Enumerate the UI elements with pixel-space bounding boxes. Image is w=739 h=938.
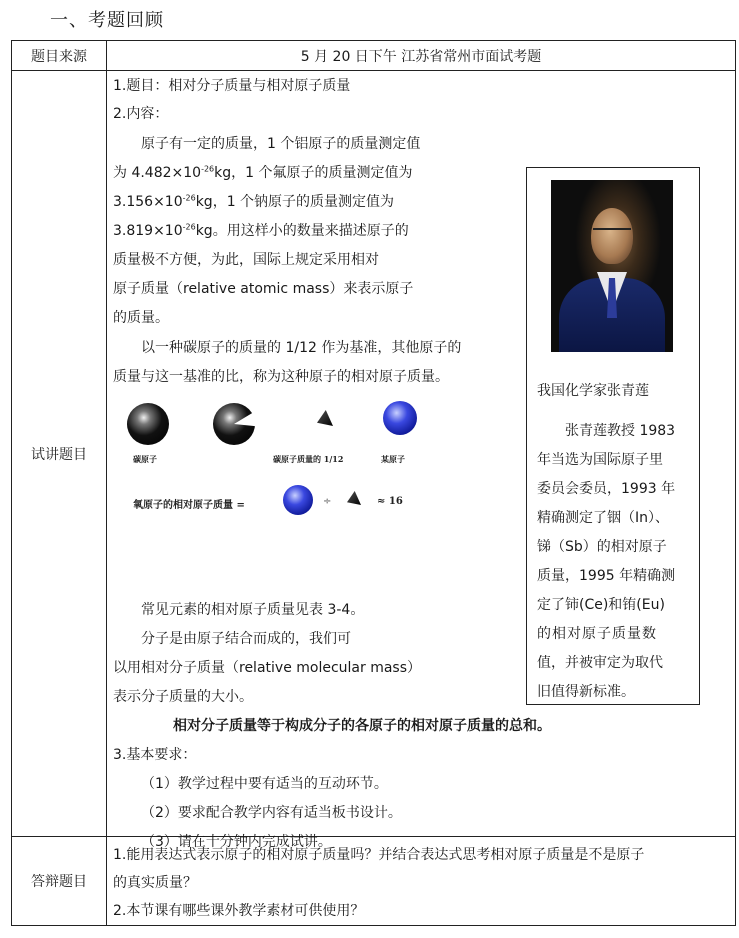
sidebox-line-4: 精确测定了铟（In）、 <box>537 510 670 526</box>
para1-line3: $3.156\times 10^{-26}kg$，1 个钠原子的质量测定值为 <box>113 193 395 210</box>
para1-line6: 原子质量（relative atomic mass）来表示原子 <box>113 281 414 297</box>
para1-line1: 原子有一定的质量，1 个铝原子的质量测定值 <box>141 136 421 152</box>
defense-label: 答辩题目 <box>12 837 107 926</box>
topic-line: 1.题目：相对分子质量与相对原子质量 <box>113 78 351 94</box>
formula-oxygen-icon <box>283 485 313 515</box>
requirement-3: （3）请在十分钟内完成试讲。 <box>141 834 332 850</box>
bold-statement: 相对分子质量等于构成分子的各原子的相对原子质量的总和。 <box>173 718 551 734</box>
formula-divide: ÷ <box>323 496 332 507</box>
defense-q1: 1.能用表达式表示原子的相对原子质量吗？并结合表达式思考相对原子质量是不是原子 <box>113 847 645 863</box>
header-row <box>12 41 736 71</box>
carbon-atom-label: 碳原子 <box>133 454 157 464</box>
formula-result: ≈ 16 <box>377 496 403 507</box>
para2-line2: 质量与这一基准的比，称为这种原子的相对原子质量。 <box>113 369 449 385</box>
lecture-row <box>12 71 736 837</box>
sidebox-line-3: 委员会委员，1993 年 <box>537 481 676 497</box>
para1-line5: 质量极不方便，为此，国际上规定采用相对 <box>113 252 379 268</box>
sidebox-line-2: 年当选为国际原子里 <box>537 452 663 468</box>
defense-row <box>12 837 736 926</box>
carbon-twelfth-label: 碳原子质量的 1/12 <box>273 454 344 464</box>
defense-q1-cont: 的真实质量？ <box>113 875 197 891</box>
oxygen-atom-icon <box>383 401 417 435</box>
sidebox-line-5: 锑（Sb）的相对原子 <box>537 539 667 555</box>
sidebox-line-6: 质量，1995 年精确测 <box>537 568 676 584</box>
source-label: 题目来源 <box>12 41 107 71</box>
sidebox-caption: 我国化学家张青莲 <box>537 383 649 399</box>
para1-line2: 为 $4.482\times 10^{-26}kg$，1 个氟原子的质量测定值为 <box>113 164 413 181</box>
carbon-twelfth-icon <box>317 410 333 426</box>
carbon-atom-icon <box>127 403 169 445</box>
content-label: 2.内容： <box>113 106 169 122</box>
sidebox-line-10: 旧值得新标准。 <box>537 684 635 700</box>
para3-line: 常见元素的相对原子质量见表 3-4。 <box>141 602 365 618</box>
section-title: 一、考题回顾 <box>50 10 164 31</box>
para4-line3: 表示分子质量的大小。 <box>113 689 253 705</box>
oxygen-atom-label: 某原子 <box>381 454 405 464</box>
para1-line7: 的质量。 <box>113 310 169 326</box>
formula-prefix: 氧原子的相对原子质量 = <box>133 500 245 511</box>
exam-table <box>11 40 736 926</box>
lecture-content <box>107 71 736 850</box>
sidebox-line-7: 定了铈(Ce)和铕(Eu) <box>537 597 665 613</box>
carbon-atom-cut-icon <box>213 403 255 445</box>
formula-twelfth-icon <box>347 491 361 505</box>
para1-line4: $3.819\times 10^{-26}kg$。用这样小的数量来描述原子的 <box>113 222 409 239</box>
requirements-label: 3.基本要求： <box>113 747 197 763</box>
para2-line1: 以一种碳原子的质量的 1/12 作为基准，其他原子的 <box>141 340 462 356</box>
scientist-sidebox <box>526 167 700 705</box>
source-value: 5 月 20 日下午 江苏省常州市面试考题 <box>107 41 736 71</box>
requirement-2: （2）要求配合教学内容有适当板书设计。 <box>141 805 402 821</box>
requirement-1: （1）教学过程中要有适当的互动环节。 <box>141 776 388 792</box>
sidebox-line-1: 张青莲教授 1983 <box>565 423 676 439</box>
lecture-label: 试讲题目 <box>12 71 107 837</box>
para4-line2: 以用相对分子质量（relative molecular mass） <box>113 660 422 676</box>
defense-q2: 2.本节课有哪些课外教学素材可供使用？ <box>113 903 365 919</box>
sidebox-line-8: 的相对原子质量数 <box>537 626 657 642</box>
scientist-portrait <box>551 180 673 352</box>
sidebox-line-9: 值，并被审定为取代 <box>537 655 663 671</box>
para4-line1: 分子是由原子结合而成的，我们可 <box>141 631 351 647</box>
